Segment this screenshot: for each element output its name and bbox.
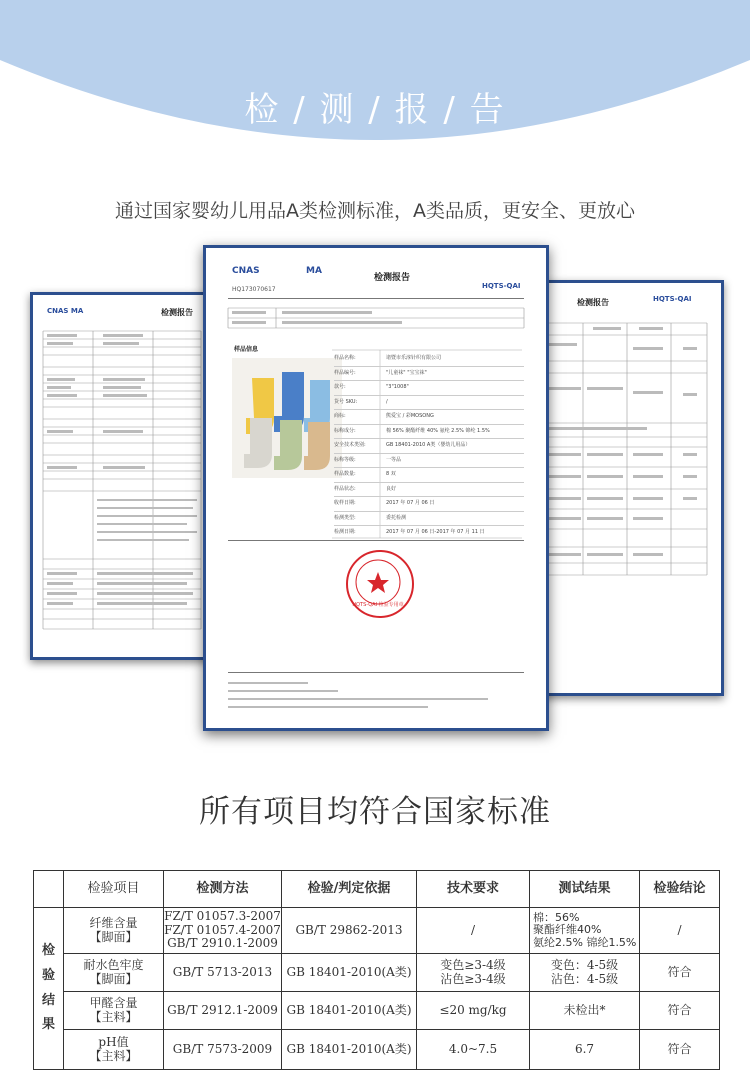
sample-field-value: 棉 56% 聚酯纤维 40% 氨纶 2.5% 锦纶 1.5% (386, 427, 490, 434)
sample-field-row (334, 526, 524, 541)
report-page-center (203, 245, 549, 731)
results-table (33, 870, 720, 1070)
cell-basis: GB 18401-2010(A类) (282, 1030, 417, 1070)
stamp-text: HQTS-QAI 检验专用章 (352, 602, 404, 608)
report-center-title: 检测报告 (374, 273, 411, 283)
sample-field-row (334, 425, 524, 440)
sample-field-value: "儿童袜" "宝宝袜" (386, 369, 427, 376)
report-number: HQ173070617 (232, 286, 276, 293)
sample-info-title: 样品信息 (234, 346, 259, 353)
report-center-logo-cnas: CNAS (232, 266, 260, 276)
banner-title: 检 / 测 / 报 / 告 (244, 90, 506, 130)
subtitle: 通过国家婴幼儿用品A类检测标准，A类品质，更安全、更放心 (115, 200, 635, 222)
table-row (34, 992, 720, 1030)
cell-method: GB/T 5713-2013 (164, 954, 282, 992)
requirement-line: 沾色≥3-4级 (440, 971, 506, 986)
requirement-line: 变色≥3-4级 (440, 957, 506, 972)
sample-field-label: 样品编号: (334, 369, 356, 376)
sample-field-value: / (386, 398, 388, 405)
sample-field-row (334, 410, 524, 425)
sample-field-label: 标称成分: (334, 427, 356, 434)
sample-field-row (334, 381, 524, 396)
cell-conclusion: 符合 (640, 954, 720, 992)
sample-field-label: 收样日期: (334, 500, 356, 506)
item-part: 【脚面】 (89, 929, 138, 944)
sample-field-value: 诸暨市乐淳针织有限公司 (386, 355, 442, 361)
sample-field-value: 2017 年 07 月 06 日-2017 年 07 月 11 日 (386, 529, 485, 535)
side-label-char: 果 (41, 1017, 55, 1033)
table-row (34, 908, 720, 954)
report-page-left (30, 292, 214, 660)
cell-item (64, 954, 164, 992)
side-label-char: 检 (41, 943, 55, 959)
result-line: 聚酯纤维40% (533, 923, 602, 937)
cell-basis: GB 18401-2010(A类) (282, 954, 417, 992)
item-part: 【主料】 (89, 1009, 138, 1024)
method-line: GB/T 2910.1-2009 (167, 936, 278, 951)
cell-method (164, 908, 282, 954)
item-name: 纤维含量 (89, 915, 138, 930)
cell-basis: GB 18401-2010(A类) (282, 992, 417, 1030)
result-line: 沾色：4-5级 (550, 971, 619, 986)
header-item: 检验项目 (64, 871, 164, 908)
report-right-title: 检测报告 (577, 298, 609, 307)
report-center-footer (228, 678, 528, 718)
report-center-logo-ma: MA (306, 266, 322, 276)
cell-result (530, 908, 640, 954)
table-header-row (34, 871, 720, 908)
report-left-title: 检测报告 (161, 308, 193, 317)
cell-conclusion: 符合 (640, 1030, 720, 1070)
item-part: 【脚面】 (89, 971, 138, 986)
sample-field-row (334, 367, 524, 382)
sample-field-row (334, 468, 524, 483)
table-row (34, 1030, 720, 1070)
cell-result: 6.7 (530, 1030, 640, 1070)
side-label-char: 结 (41, 992, 55, 1008)
result-line: 氨纶2.5% 锦纶1.5% (533, 935, 637, 949)
header-conclusion: 检验结论 (640, 871, 720, 908)
sample-field-value: 委托检测 (386, 514, 407, 521)
cell-requirement: 4.0~7.5 (417, 1030, 530, 1070)
item-name: 耐水色牢度 (83, 957, 144, 972)
item-name: pH值 (98, 1034, 129, 1049)
cell-method: GB/T 7573-2009 (164, 1030, 282, 1070)
report-center-top-table (206, 300, 546, 340)
result-line: 棉：56% (533, 910, 580, 924)
report-center-logo-hqts: HQTS-QAI (482, 282, 521, 290)
cell-requirement: ≤20 mg/kg (417, 992, 530, 1030)
sample-field-label: 样品数量: (334, 471, 356, 477)
header-method: 检测方法 (164, 871, 282, 908)
sample-field-label: 商标: (334, 413, 346, 419)
sample-field-label: 安全技术类别: (334, 442, 366, 448)
sample-field-row (334, 352, 524, 367)
sample-field-row (334, 512, 524, 527)
sample-field-value: "3"1008" (386, 384, 409, 390)
result-line: 变色：4-5级 (550, 957, 619, 972)
header-banner (0, 0, 750, 170)
report-right-table (543, 313, 715, 693)
side-label-char: 验 (41, 967, 55, 983)
report-right-logo: HQTS-QAI (653, 295, 692, 303)
report-stamp (346, 550, 414, 618)
cell-requirement (417, 954, 530, 992)
cell-basis: GB/T 29862-2013 (282, 908, 417, 954)
sample-field-value: 熊爱宝 / 彩MOSONG (386, 413, 434, 419)
method-line: FZ/T 01057.3-2007 (164, 908, 281, 923)
side-label (34, 908, 64, 1070)
sample-field-row (334, 454, 524, 469)
sample-fields-list (334, 352, 524, 541)
item-part: 【主料】 (89, 1048, 138, 1063)
cell-item (64, 908, 164, 954)
sample-field-label: 样品状态: (334, 485, 356, 492)
sample-field-row (334, 396, 524, 411)
cell-requirement: / (417, 908, 530, 954)
cell-result (530, 954, 640, 992)
sample-field-label: 检测日期: (334, 529, 356, 535)
sample-field-label: 款号: (334, 384, 346, 390)
divider (228, 298, 524, 299)
cell-item (64, 1030, 164, 1070)
section-heading: 所有项目均符合国家标准 (199, 794, 551, 830)
cell-method: GB/T 2912.1-2009 (164, 992, 282, 1030)
cell-conclusion: / (640, 908, 720, 954)
cnas-logo-icon: CNAS MA (47, 307, 84, 315)
report-page-right (540, 280, 724, 696)
sample-field-label: 检测类型: (334, 514, 356, 521)
header-result: 测试结果 (530, 871, 640, 908)
sample-field-value: 2017 年 07 月 06 日 (386, 500, 435, 506)
report-left-table (33, 319, 205, 649)
sample-field-row (334, 439, 524, 454)
header-requirement: 技术要求 (417, 871, 530, 908)
sample-field-row (334, 483, 524, 498)
sample-field-value: 良好 (386, 485, 397, 492)
sample-field-label: 样品名称: (334, 355, 356, 361)
sample-field-value: 8 双 (386, 471, 396, 477)
report-images (0, 235, 750, 735)
method-line: FZ/T 01057.4-2007 (164, 922, 281, 937)
sock-sample-photo (232, 358, 342, 478)
divider (228, 672, 524, 673)
sample-field-label: 标称等级: (334, 456, 356, 463)
sample-field-row (334, 497, 524, 512)
sample-field-value: 一等品 (386, 456, 402, 463)
sample-field-value: GB 18401-2010 A类（婴幼儿用品） (386, 442, 471, 448)
cell-conclusion: 符合 (640, 992, 720, 1030)
sample-field-label: 货号 SKU: (334, 398, 358, 405)
cell-result: 未检出* (530, 992, 640, 1030)
cell-item (64, 992, 164, 1030)
table-row (34, 954, 720, 992)
divider (228, 540, 524, 541)
item-name: 甲醛含量 (89, 995, 138, 1010)
table-corner-cell (34, 871, 64, 908)
header-basis: 检验/判定依据 (282, 871, 417, 908)
